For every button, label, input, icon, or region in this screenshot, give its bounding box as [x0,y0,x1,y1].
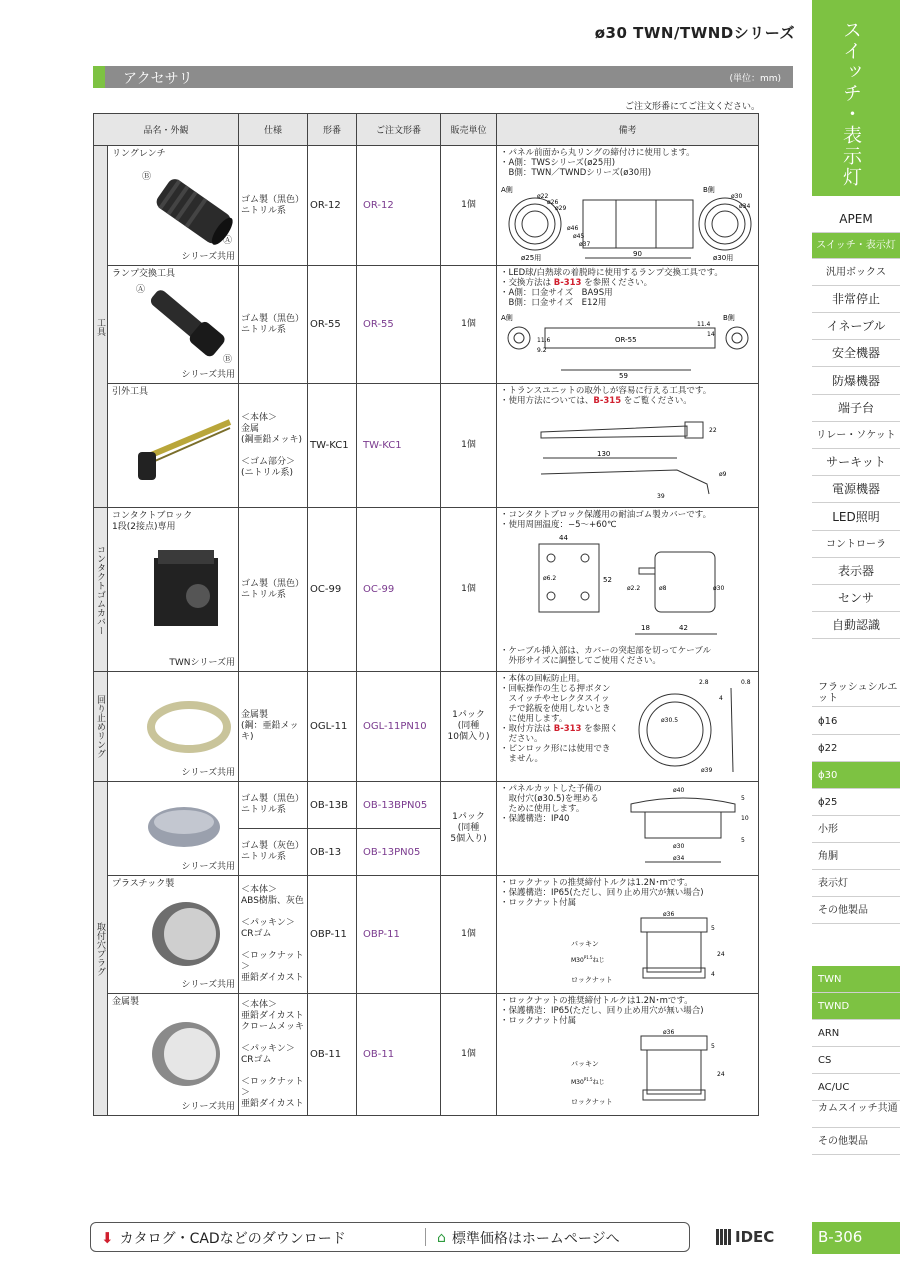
contact-cover-image [148,544,228,634]
category-contact: コンタクトゴムカバー [94,508,108,672]
dim-t2: 0.8 [741,679,751,686]
spec: ＜本体＞ 亜鉛ダイカスト クロームメッキ ＜パッキン＞ CRゴム ＜ロックナット＞ 亜鉛ダイカスト [239,994,308,1116]
or55-dimension-drawing [501,312,757,380]
sidebar-item[interactable]: 安全機器 [812,340,900,367]
sidebar-item[interactable]: 非常停止 [812,286,900,313]
ob11-dimension-drawing [571,1028,757,1112]
dim-h3: 5 [741,837,745,844]
sidebar-title: スイッチ・表示灯 [840,20,862,188]
page-number: B-306 [812,1222,900,1254]
ref-link[interactable]: B-315 [593,396,622,406]
sidebar-item[interactable]: スイッチ・表示灯 [812,233,900,259]
spec [239,672,308,782]
product-sub: シリーズ共用 [181,862,236,872]
ob13-dimension-drawing [623,786,757,870]
unit-note: (単位：mm) [729,74,781,84]
unit: 1パック (同種 10個入り) [441,672,497,782]
sidebar-title-block [812,0,900,196]
sidebar-item[interactable]: LED照明 [812,503,900,531]
remark-line: ません。 [500,754,544,764]
product-cell [108,146,239,266]
sidebar-sub-item[interactable]: フラッシュシルエット [812,680,900,707]
dim-length: 59 [619,372,628,380]
or12-dimension-drawing [501,180,757,262]
product-name: コンタクトブロック 1段(2接点)専用 [112,511,193,532]
remarks: ・ロックナットの推奨締付トルクは1.2N･mです。 ・保護構造：IP65(ただし、回り止め用穴が無い場合) ・ロックナット付属 ø36 パッキン $M30^{P1.5}$ねじ ロックナット 5 24 [497,994,759,1116]
product-name: ランプ交換工具 [112,269,176,279]
model: OB-11 [308,994,357,1116]
remark-line: ・A側：口金サイズ BA9S用 [500,288,613,298]
remark-line: ・ケーブル挿入部は、カバーの突起部を切ってケーブル [500,646,711,656]
remarks [497,782,759,876]
remarks [497,146,759,266]
spec-line: 金属 [241,423,260,434]
unit: 1個 [441,876,497,994]
spec-line: (鋼：亜鉛メッキ) [241,721,299,742]
packing-label: パッキン [571,940,599,948]
dim-h2: 10 [741,815,749,822]
remark-bottom [500,646,711,666]
dim-length: 90 [633,250,642,258]
lamp-tool-image [138,288,238,358]
remark-line: 外形サイズに調整してご使用ください。 [500,656,661,666]
dim-d2: ø2.2 [627,585,641,592]
sidebar-series-item[interactable]: CS [812,1047,900,1074]
order-model: OR-12 [357,146,441,266]
dim-d4: ø46 [567,225,579,232]
model: OR-55 [308,266,357,384]
dim-d3: ø29 [555,205,567,212]
sidebar-series-item[interactable]: ARN [812,1020,900,1047]
mark-b: Ⓑ [223,355,233,365]
product-cell [108,672,239,782]
remark-line: スイッチやセレクタスイッ [500,694,610,704]
label-a-use: ø25用 [521,254,542,262]
product-sub: シリーズ共用 [181,252,236,262]
product-cell [108,384,239,508]
label-b: B側 [703,186,715,194]
ref-pre: ・交換方法は [500,278,554,288]
product-sub: シリーズ共用 [181,370,236,380]
spec: ゴム製（黒色）ニトリル系 [239,146,308,266]
product-sub: シリーズ共用 [181,1102,236,1112]
category-ring: 回り止めリング [94,672,108,782]
sidebar-item[interactable]: 端子台 [812,395,900,422]
spec-line: 金属製 [241,710,269,720]
ring-image [144,692,234,762]
order-model: OB-11 [357,994,441,1116]
unit: 1個 [441,508,497,672]
dim-h1: 5 [741,795,745,802]
ref-pre: ・使用方法については、 [500,396,594,406]
nut-label: ロックナット [571,1098,613,1106]
dim-d4: 14 [707,331,715,338]
unit: 1個 [441,994,497,1116]
sidebar-item[interactable]: 汎用ボックス [812,259,900,286]
col-unit: 販売単位 [441,114,497,146]
remark-line: ・コンタクトブロック保護用の耐油ゴム製カバーです。 [500,510,712,520]
download-icon: ⬇ [101,1229,114,1247]
sidebar-series-item[interactable]: TWN [812,966,900,993]
remarks: ・ロックナットの推奨締付トルクは1.2N･mです。 ・保護構造：IP65(ただし、回り止め用穴が無い場合) ・ロックナット付属 ø36 パッキン $M30^{P1.5}$ねじ ロックナット 5 24 4 [497,876,759,994]
table-row [94,672,759,782]
dim-h2: 24 [717,1071,725,1078]
sidebar-item[interactable]: リレー・ソケット [812,422,900,449]
tool-label: OR-55 [615,336,637,344]
sidebar-item[interactable]: 自動認識 [812,612,900,639]
dim-d3: ø34 [673,855,685,862]
dim-d3: 11.4 [697,321,711,328]
model: TW-KC1 [308,384,357,508]
model: OB-13 [308,829,357,876]
obp11-dimension-drawing [571,910,757,990]
dim-dia: ø9 [719,471,727,478]
col-name: 品名・外観 [94,114,239,146]
order-model: OBP-11 [357,876,441,994]
order-model: OB-13PN05 [357,829,441,876]
unit: 1個 [441,384,497,508]
remark-line: に使用します。 [500,714,568,724]
order-model: TW-KC1 [357,384,441,508]
col-order: ご注文形番 [357,114,441,146]
plug-cap-image [144,802,224,852]
dim-d: ø36 [663,1029,675,1036]
spec: ＜本体＞ ABS樹脂、灰色 ＜パッキン＞ CRゴム ＜ロックナット＞ 亜鉛ダイカスト [239,876,308,994]
ref-post: をご覧ください。 [621,396,692,406]
section-accent [93,66,105,88]
remarks [497,672,759,782]
remark-line: チで銘板を使用しないとき [500,704,611,714]
remark-line: ・回転操作の生じる押ボタン [500,684,611,694]
table-header [94,114,759,146]
twkc1-dimension-drawing [537,414,747,504]
dim-d2: ø30 [673,843,685,850]
sidebar-series-item[interactable]: その他製品 [812,1128,900,1155]
remark-line-ref [500,396,755,406]
remark-line: ために使用します。 [500,804,585,814]
sidebar-sub-item[interactable]: ϕ16 [812,708,900,735]
product-name: リングレンチ [112,149,166,159]
sidebar-item[interactable]: サーキット [812,449,900,476]
remark-line: ・保護構造：IP40 [500,814,570,824]
product-name: プラスチック製 [112,879,175,889]
ogl11-dimension-drawing [621,676,757,776]
dim-width: 22 [709,427,717,434]
dim-height: 39 [657,493,665,500]
unit: 1個 [441,266,497,384]
sidebar-sub-item[interactable]: 角胴 [812,843,900,870]
dim-l1: 18 [641,624,650,632]
category-plug: 取付穴プラグ [94,782,108,1116]
dim-h3: 4 [711,971,715,978]
nut-label: ロックナット [571,976,613,984]
spec [239,384,308,508]
dim-d7: ø30 [731,193,743,200]
dim-d5: ø45 [573,233,585,240]
sidebar-sub-item[interactable]: その他製品 [812,897,900,924]
order-model: OGL-11PN10 [357,672,441,782]
dim-l2: 42 [679,624,688,632]
product-cell [108,508,239,672]
sidebar-item[interactable]: APEM [812,206,900,233]
table-row [94,876,759,994]
table-row [94,782,759,829]
dim-d1: ø6.2 [543,575,557,582]
brand-logo: IDEC [716,1228,774,1246]
spec: ゴム製（黒色）ニトリル系 [239,782,308,829]
dim-d1: ø22 [537,193,549,200]
dim-h2: 24 [717,951,725,958]
label-a: A側 [501,186,513,194]
product-cell [108,782,239,876]
series-title: ø30 TWN/TWNDシリーズ [594,24,795,42]
footer-links [90,1222,690,1252]
dim-h1: 5 [711,1043,715,1050]
remark-line: ・トランスユニットの取外しが容易に行える工具です。 [500,386,712,396]
ring-wrench-image [148,172,238,252]
sidebar-sub-item[interactable]: ϕ30 [812,762,900,789]
table-row [94,266,759,384]
dim-d3: ø8 [659,585,667,592]
product-sub: シリーズ共用 [181,768,236,778]
unit: 1個 [441,146,497,266]
unit: 1パック (同種 5個入り) [441,782,497,876]
product-cell [108,266,239,384]
home-icon: ⌂ [437,1230,446,1246]
sidebar [812,0,900,1272]
order-model: OC-99 [357,508,441,672]
plastic-plug-image [146,894,226,970]
packing-label: パッキン [571,1060,599,1068]
model: OGL-11 [308,672,357,782]
dim-d1: ø30.5 [661,717,679,724]
col-model: 形番 [308,114,357,146]
sidebar-series-item[interactable]: AC/UC [812,1074,900,1101]
sidebar-item[interactable]: イネーブル [812,313,900,340]
table-row [94,994,759,1116]
product-name: 引外工具 [112,387,149,397]
remark-line: ださい。 [500,734,543,744]
mark-b: Ⓑ [142,172,152,182]
model: OB-13B [308,782,357,829]
dim-d1: 11.6 [537,337,551,344]
sidebar-item[interactable]: 電源機器 [812,476,900,503]
dim-width: 44 [559,534,568,542]
mark-a: Ⓐ [223,236,233,246]
dim-d8: ø34 [739,203,751,210]
table-row [94,384,759,508]
mark-a: Ⓐ [136,285,146,295]
download-link[interactable]: ⬇ カタログ・CADなどのダウンロード [101,1229,346,1247]
sidebar-sub-item[interactable]: ϕ25 [812,789,900,816]
sidebar-sub-item[interactable]: 小形 [812,816,900,843]
oc99-dimension-drawing [535,530,735,644]
label-a: A側 [501,314,513,322]
dim-t1: 2.8 [699,679,709,686]
model: OBP-11 [308,876,357,994]
remark-line: ・ピンロック形には使用でき [500,744,611,754]
dim-t3: 4 [719,695,723,702]
model: OC-99 [308,508,357,672]
remarks [497,266,759,384]
dim-d1: ø40 [673,787,685,794]
sidebar-series-item[interactable]: カムスイッチ共通 [812,1101,900,1128]
sidebar-sub-item[interactable]: 表示灯 [812,870,900,897]
dim-d2: ø26 [547,199,559,206]
label-b: B側 [723,314,735,322]
logo-mark-icon [716,1229,732,1245]
accessory-table [93,113,759,1116]
sidebar-sub-item[interactable]: ϕ22 [812,735,900,762]
remark-line: ・本体の回転防止用。 [500,674,586,684]
remark-line-ref: ・取付方法は B-313 を参照く [500,724,619,734]
section-bar [93,66,793,88]
dim-d: ø36 [663,911,675,918]
ref-link[interactable]: B-313 [553,724,582,734]
order-model: OR-55 [357,266,441,384]
spec: ゴム製（黒色）ニトリル系 [239,266,308,384]
dim-height: 52 [603,576,612,584]
thread-label: $M30^{P1.5}$ねじ [571,1077,605,1086]
spec-line: ＜本体＞ [241,412,278,423]
metal-plug-image [146,1014,226,1090]
section-title: アクセサリ [123,71,193,87]
model: OR-12 [308,146,357,266]
table-row [94,508,759,672]
col-remarks: 備考 [497,114,759,146]
remark-line-ref [500,278,755,288]
dim-d2: ø39 [701,767,713,774]
ref-post: を参照ください。 [581,278,653,288]
spec-line: ＜ゴム部分＞ [241,456,296,467]
col-spec: 仕様 [239,114,308,146]
dim-d6: ø37 [579,241,591,248]
remark-line: B側：TWN／TWNDシリーズ(ø30用) [500,168,652,178]
dim-h1: 5 [711,925,715,932]
sidebar-item[interactable]: 表示器 [812,558,900,585]
remark-line: ・使用周囲温度：−5〜+60℃ [500,520,617,530]
spec: ゴム製（灰色）ニトリル系 [239,829,308,876]
category-tool: 工具 [94,146,108,508]
sidebar-item[interactable]: 防爆機器 [812,367,900,395]
price-link[interactable]: ⌂ 標準価格はホームページへ [437,1230,620,1247]
spec-line: (ニトリル系) [241,467,294,478]
remark-line: ・パネルカットした予備の [500,784,602,794]
sidebar-item[interactable]: センサ [812,585,900,612]
dim-length: 130 [597,450,611,458]
remark-line: ・LED球/白熱球の着脱時に使用するランプ交換工具です。 [500,268,723,278]
remark-line: ・パネル前面から丸リングの締付けに使用します。 [500,148,695,158]
extract-tool-image [134,408,238,488]
product-name: 金属製 [112,997,140,1007]
table-row [94,146,759,266]
remark-line: B側：口金サイズ E12用 [500,298,607,308]
order-model: OB-13BPN05 [357,782,441,829]
remarks [497,508,759,672]
spec: ゴム製（黒色）ニトリル系 [239,508,308,672]
dim-d2: 9.2 [537,347,547,354]
product-sub: TWNシリーズ用 [169,658,236,668]
spec-line: (鋼亜鉛メッキ) [241,434,303,445]
thread-label: $M30^{P1.5}$ねじ [571,955,605,964]
remark-line: ・A側：TWSシリーズ(ø25用) [500,158,616,168]
dim-d4: ø30 [713,585,725,592]
product-cell [108,876,239,994]
remark-line: 取付穴(ø30.5)を埋める [500,794,599,804]
order-note: ご注文形番にてご注文ください。 [624,102,760,112]
sidebar-item[interactable]: コントローラ [812,531,900,558]
sidebar-series-item[interactable]: TWND [812,993,900,1020]
product-sub: シリーズ共用 [181,980,236,990]
label-b-use: ø30用 [713,254,734,262]
ref-link[interactable]: B-313 [553,278,582,288]
product-cell [108,994,239,1116]
remarks [497,384,759,508]
